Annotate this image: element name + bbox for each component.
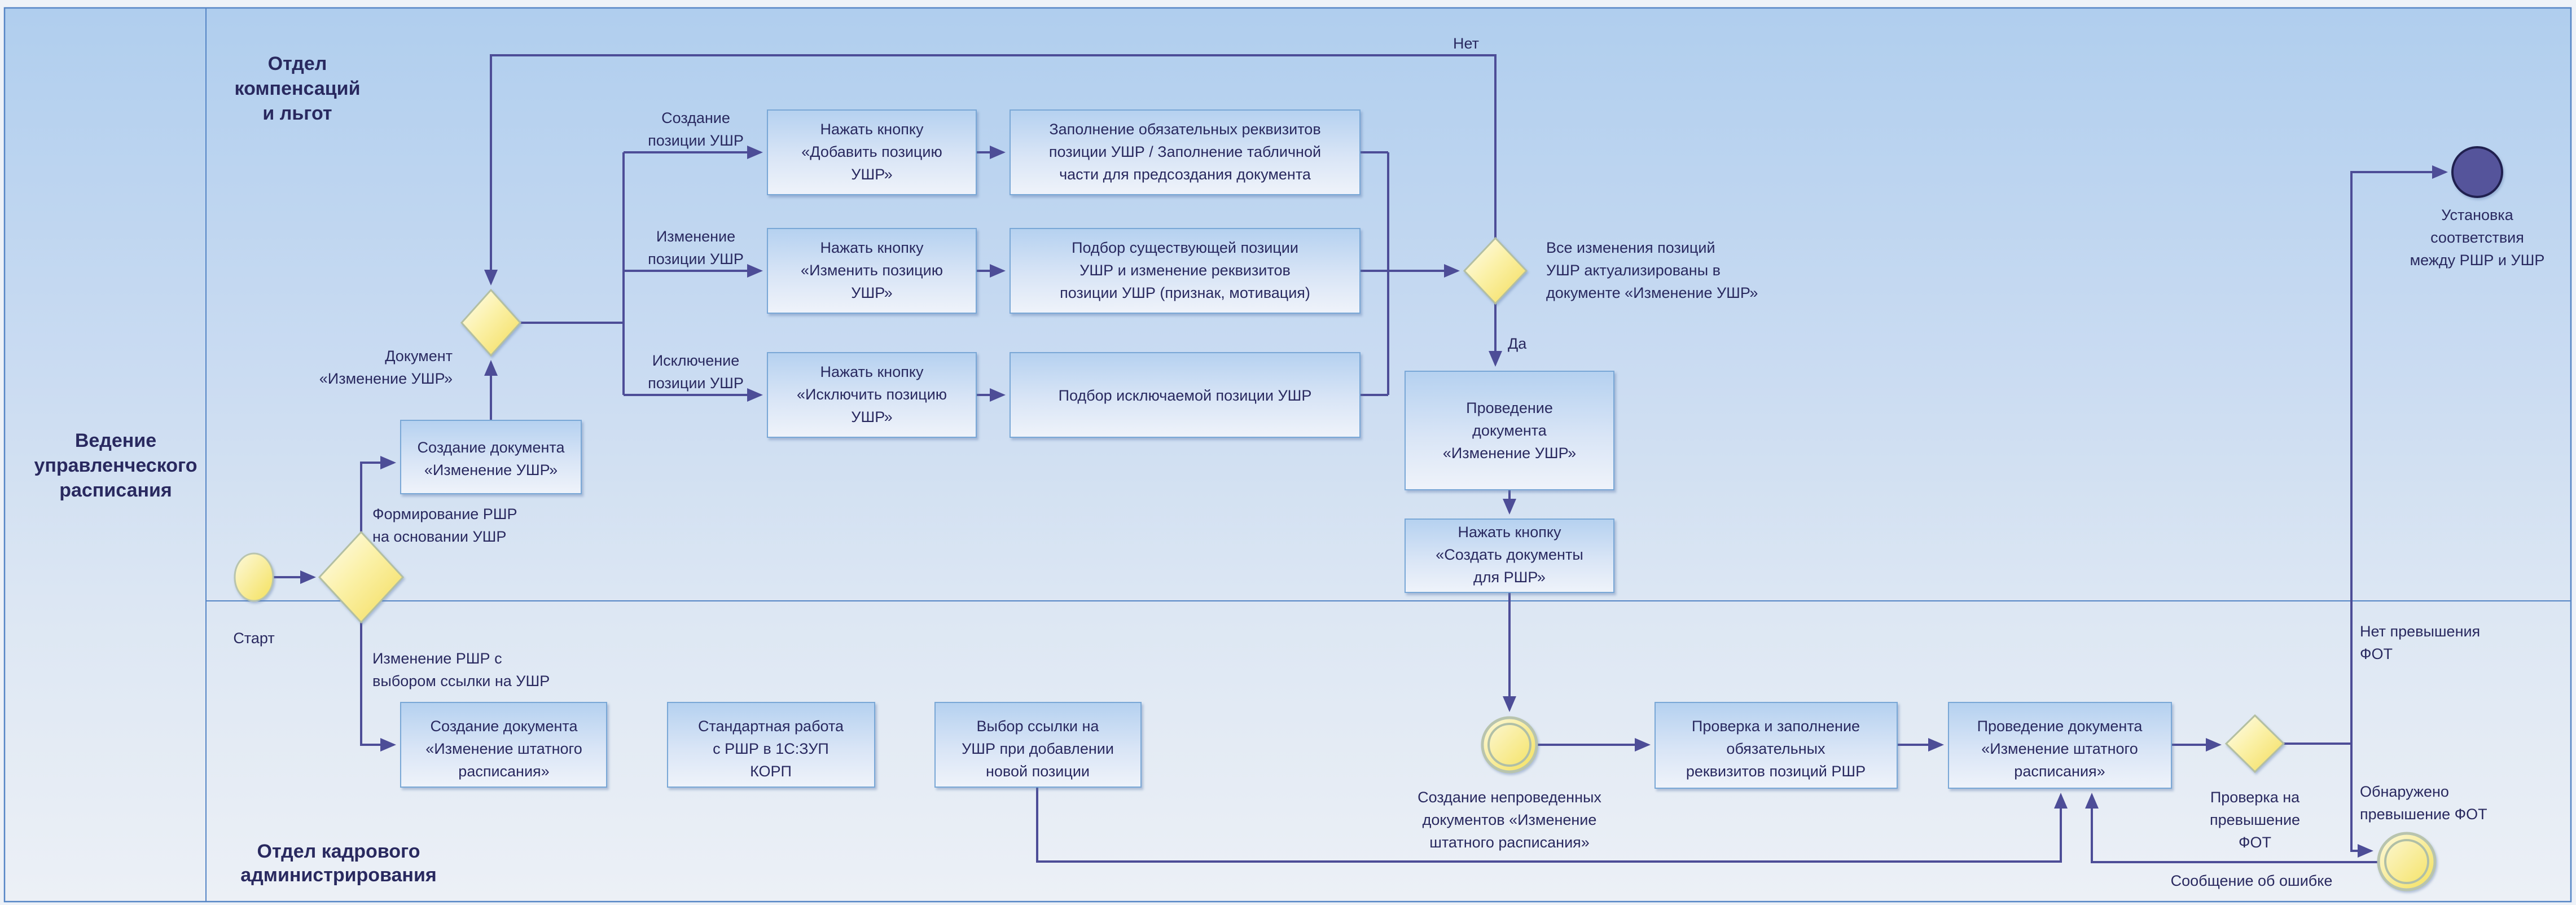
task-text: «Изменить позицию	[801, 262, 943, 279]
gateway3-label: Все изменения позиций	[1546, 239, 1715, 256]
task-add-position	[767, 110, 976, 195]
lane-bottom-line: администрирования	[240, 864, 437, 886]
task-text: Создание документа	[430, 718, 578, 735]
task-select-link	[935, 702, 1141, 787]
task-text: Проверка и заполнение	[1691, 718, 1860, 735]
gateway2-label: Документ	[385, 348, 453, 364]
task-text: Заполнение обязательных реквизитов	[1049, 121, 1321, 138]
branch3-label: Исключение	[652, 352, 740, 369]
branch2-label: позиции УШР	[648, 251, 744, 267]
branch3-label: позиции УШР	[648, 375, 744, 392]
task-text: Подбор существующей позиции	[1072, 239, 1298, 256]
edge-error-message-label: Сообщение об ошибке	[2170, 872, 2333, 889]
end-event-label: соответствия	[2430, 229, 2524, 246]
task-text: УШР при добавлении	[962, 740, 1114, 757]
task-text: КОРП	[750, 763, 792, 780]
task-text: УШР»	[851, 408, 893, 425]
edge-no-label: Нет	[1453, 35, 1479, 52]
task-text: «Создать документы	[1436, 546, 1583, 563]
task-text: документа	[1472, 422, 1547, 439]
task-text: «Изменение УШР»	[1442, 445, 1577, 462]
branch2-label: Изменение	[656, 228, 736, 245]
gateway4-label: ФОТ	[2238, 834, 2272, 851]
task-text: расписания»	[458, 763, 550, 780]
pool-label-line: управленческого	[34, 455, 198, 476]
task-fill-required	[1010, 110, 1360, 195]
task-text: Нажать кнопку	[820, 363, 924, 380]
task-text: УШР»	[851, 166, 893, 183]
gateway1-down-label: Изменение РШР с	[372, 650, 502, 667]
task-text: «Исключить позицию	[796, 386, 947, 403]
edge-found-fot-label: превышение ФОТ	[2360, 806, 2487, 823]
task-text: части для предсоздания документа	[1059, 166, 1311, 183]
event-label: Создание непроведенных	[1418, 789, 1601, 806]
branch1-label: позиции УШР	[648, 132, 744, 149]
intermediate-event-error	[2378, 833, 2435, 890]
task-change-position	[767, 229, 976, 313]
task-select-excluded	[1010, 353, 1360, 437]
task-exclude-position	[767, 353, 976, 437]
edge-no-fot-label: ФОТ	[2360, 645, 2393, 662]
task-post-ushr	[1405, 371, 1614, 490]
gateway1-up-label: на основании УШР	[372, 528, 507, 545]
task-create-rshr-docs	[1405, 519, 1614, 592]
task-create-staff-doc	[401, 702, 607, 787]
gateway3-label: УШР актуализированы в	[1546, 262, 1721, 279]
task-text: новой позиции	[986, 763, 1090, 780]
task-text: Подбор исключаемой позиции УШР	[1058, 387, 1312, 404]
task-text: «Изменение штатного	[1981, 740, 2138, 757]
task-create-ushr-doc	[401, 420, 581, 494]
gateway1-down-label: выбором ссылки на УШР	[372, 673, 550, 689]
gateway2-label: «Изменение УШР»	[319, 370, 453, 387]
gateway4-label: Проверка на	[2210, 789, 2300, 806]
gateway3-label: документе «Изменение УШР»	[1546, 284, 1758, 301]
task-text: реквизитов позиций РШР	[1686, 763, 1866, 780]
task-select-existing	[1010, 229, 1360, 313]
task-text: Создание документа	[417, 439, 565, 456]
task-text: позиции УШР / Заполнение табличной	[1048, 143, 1322, 160]
task-text: «Изменение УШР»	[424, 462, 558, 478]
start-event-label: Старт	[233, 630, 275, 647]
task-text: Проведение документа	[1977, 718, 2143, 735]
edge-yes-label: Да	[1508, 335, 1527, 352]
lane-bottom-line: Отдел кадрового	[257, 841, 420, 862]
branch1-label: Создание	[661, 109, 730, 126]
pool-label-line: Ведение	[74, 430, 157, 451]
lane-top-line: Отдел	[267, 53, 327, 74]
task-text: Нажать кнопку	[1458, 524, 1561, 541]
event-label: документов «Изменение	[1422, 811, 1597, 828]
task-text: позиции УШР (признак, мотивация)	[1060, 284, 1310, 301]
task-text: с РШР в 1С:ЗУП	[713, 740, 829, 757]
task-post-staff	[1949, 702, 2171, 788]
end-event-label: Установка	[2441, 207, 2513, 223]
task-text: для РШР»	[1473, 569, 1546, 586]
task-text: расписания»	[2014, 763, 2105, 780]
task-text: УШР»	[851, 284, 893, 301]
gateway1-up-label: Формирование РШР	[372, 506, 517, 522]
task-text: Нажать кнопку	[820, 239, 924, 256]
lane-top-line: компенсаций	[234, 78, 361, 99]
task-text: «Изменение штатного	[425, 740, 582, 757]
lane-top-line: и льгот	[262, 103, 332, 124]
task-text: УШР и изменение реквизитов	[1079, 262, 1291, 279]
pool-label-line: расписания	[59, 480, 172, 501]
task-text: Проведение	[1466, 399, 1553, 416]
task-text: Нажать кнопку	[820, 121, 924, 138]
task-standard-work	[668, 702, 875, 787]
gateway4-label: превышение	[2209, 811, 2301, 828]
task-text: обязательных	[1726, 740, 1825, 757]
edge-found-fot-label: Обнаружено	[2360, 783, 2449, 800]
event-label: штатного расписания»	[1429, 834, 1590, 851]
task-text: «Добавить позицию	[801, 143, 942, 160]
task-check-fill	[1655, 702, 1897, 788]
task-text: Выбор ссылки на	[976, 718, 1099, 735]
edge-no-fot-label: Нет превышения	[2360, 623, 2481, 640]
end-event-label: между РШР и УШР	[2410, 252, 2545, 269]
task-text: Стандартная работа	[697, 718, 844, 735]
